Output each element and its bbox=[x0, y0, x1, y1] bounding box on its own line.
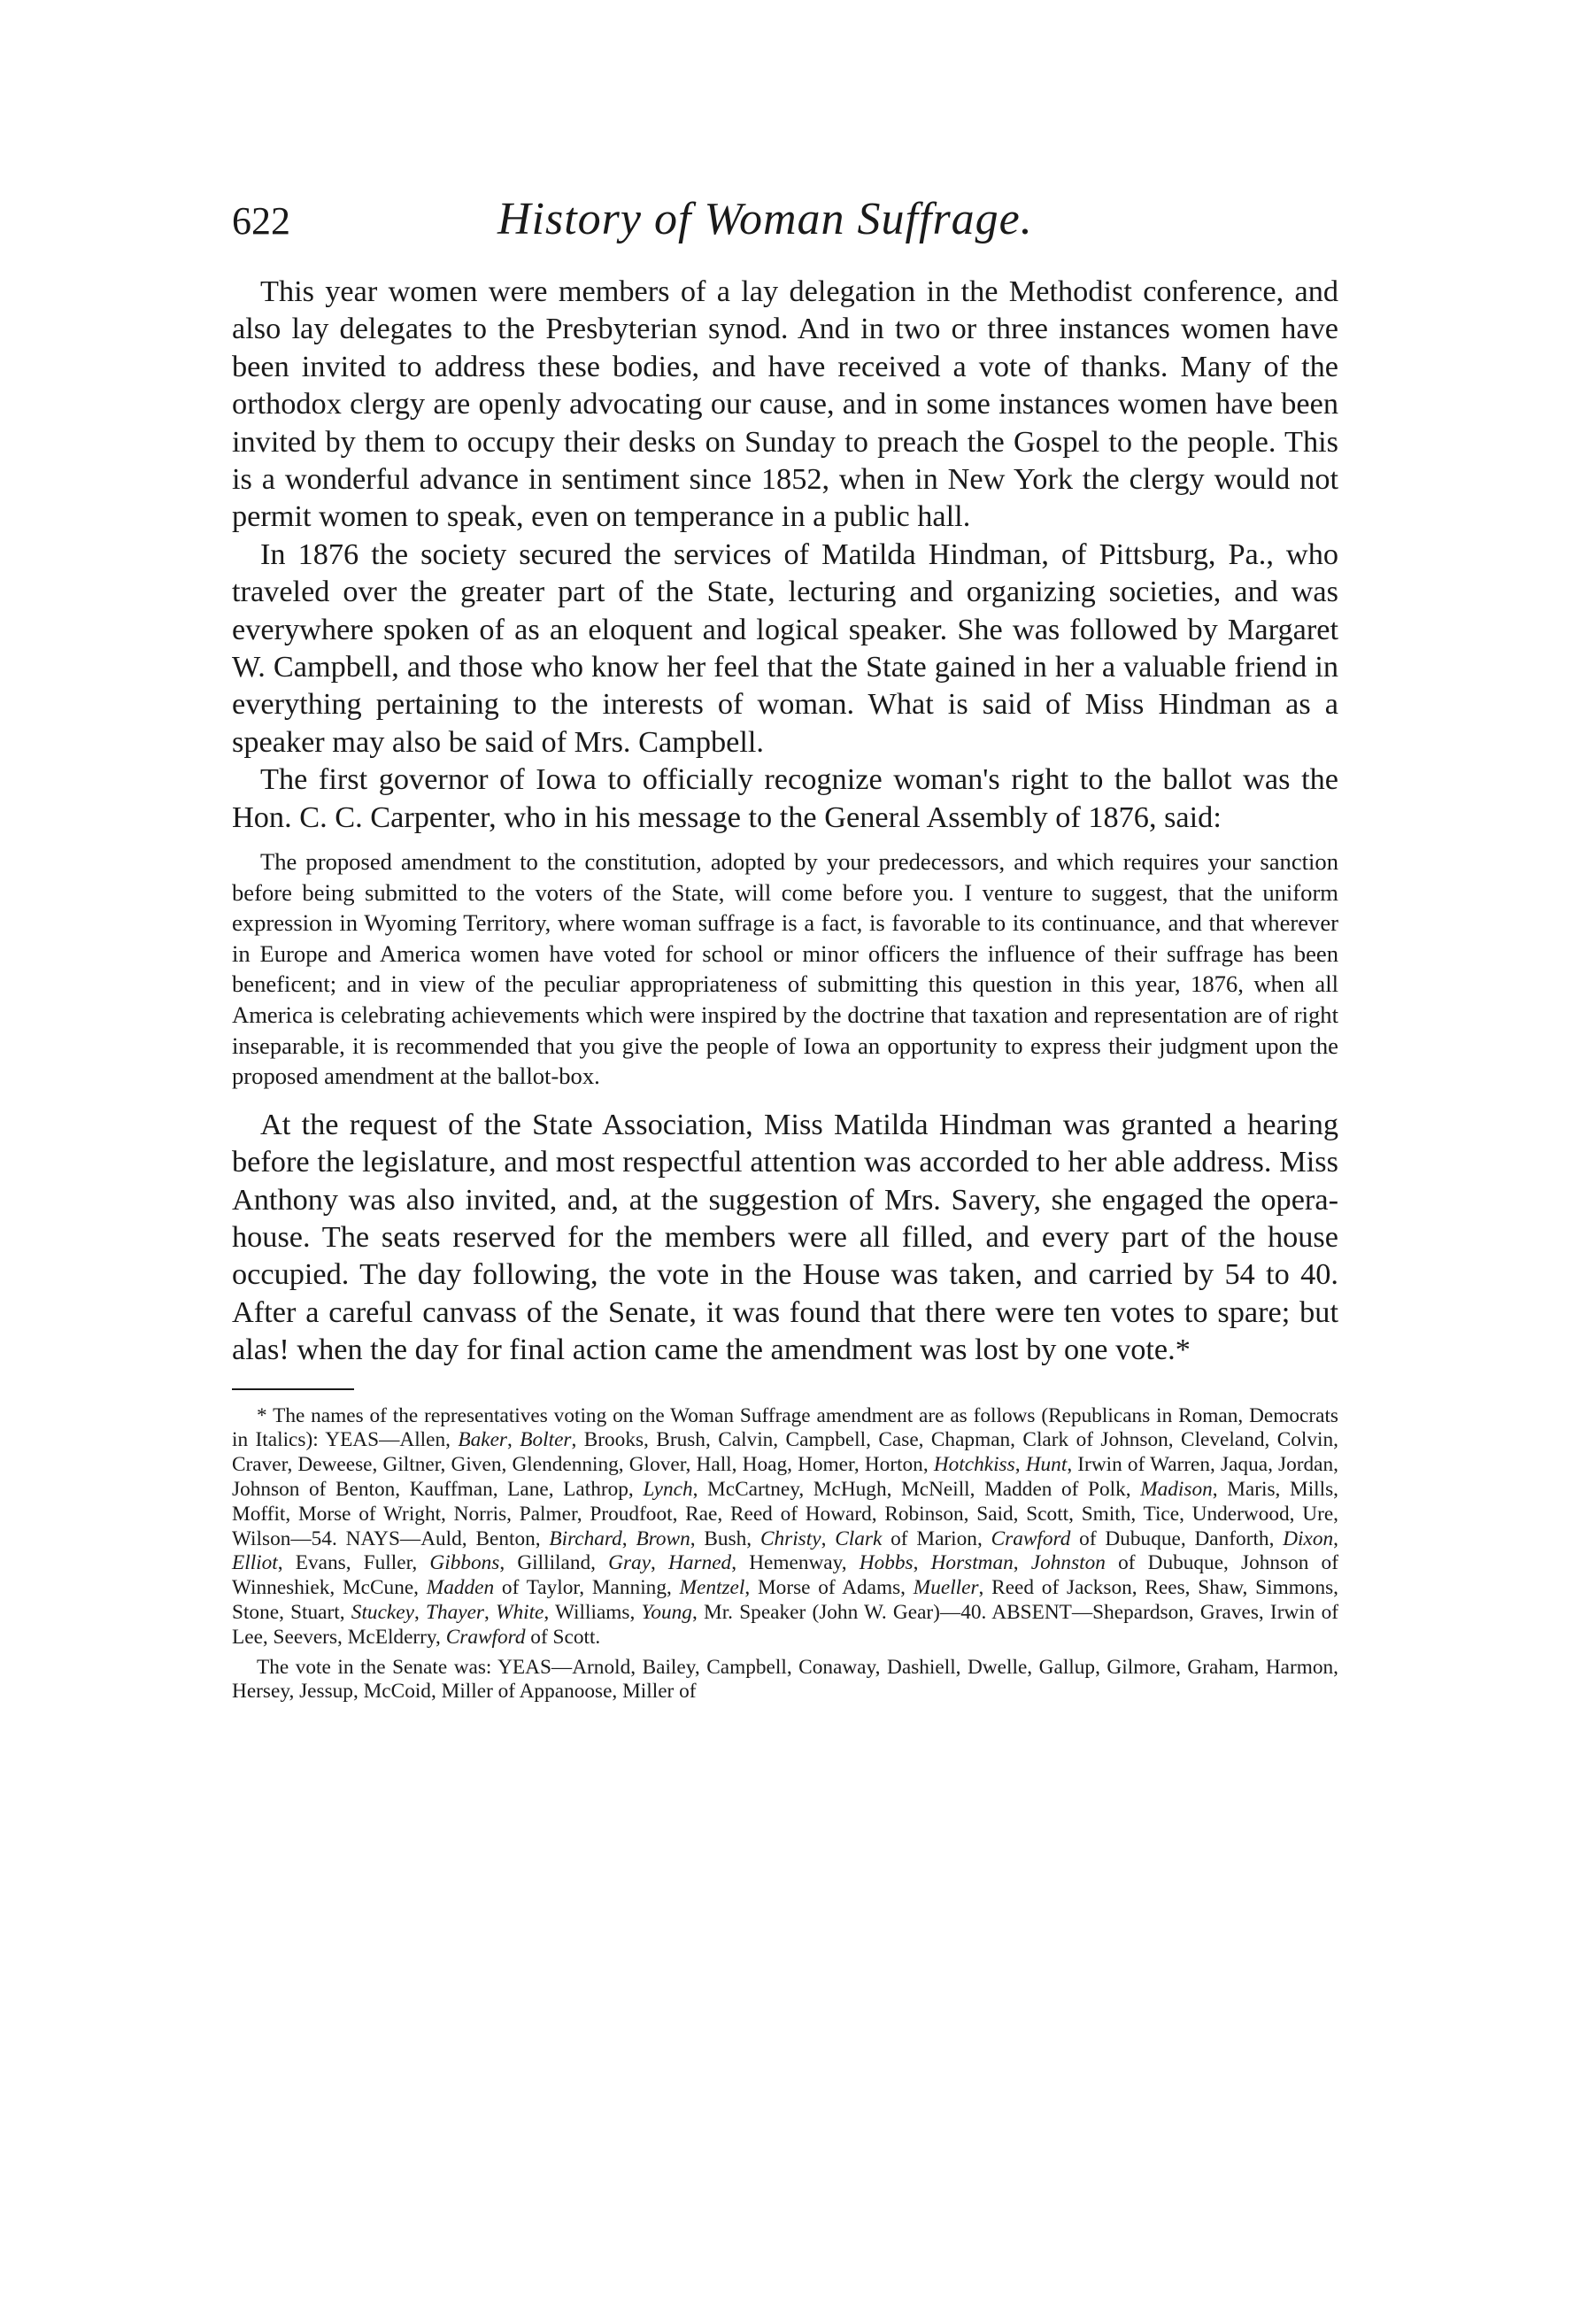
italic-name: Hotchkiss bbox=[933, 1453, 1015, 1477]
footnote-senate-vote bbox=[232, 1656, 1338, 1705]
italic-name: Christy bbox=[759, 1526, 821, 1550]
page-number: 622 bbox=[232, 199, 290, 243]
italic-name: Harned bbox=[668, 1551, 732, 1575]
footnote-text: , Gilliland, bbox=[499, 1551, 609, 1575]
footnote-text: * The names of the representatives voting on the Woman Suffrage amendment are as follows (Republicans in Roman, Democrats in Italics): YEAS—Allen, bbox=[232, 1403, 1338, 1452]
italic-name: Madden bbox=[426, 1576, 495, 1600]
footnote-text: , Maris, Mills, Moffit, Morse of Wright, Norris, Palmer, Proudfoot, Rae, Reed of Howard, Robinson, Said, Scott, Smith, Tice, Underwood, Ure, Wilson—54. NAYS—Auld, Benton, bbox=[232, 1478, 1339, 1550]
italic-name: Johnston bbox=[1030, 1551, 1106, 1575]
footnote-text: , bbox=[821, 1526, 836, 1550]
footnote-text: , Mr. Speaker (John W. Gear)—40. ABSENT—Shepardson, Graves, Irwin of Lee, Seevers, McElderry, bbox=[232, 1601, 1339, 1649]
italic-name: White bbox=[496, 1601, 544, 1625]
italic-name: Bolter bbox=[520, 1428, 572, 1452]
footnote-text: , bbox=[913, 1551, 931, 1575]
paragraph-lay-delegation: This year women were members of a lay delegation in the Methodist conference, and also lay delegates to the Presbyterian synod. And in two or three instances women have been invited to address these bodies, and have received a vote of thanks. Many of the orthodox clergy are openly advocating our cause, and in some instances women have been invited by them to occupy their desks on Sunday to preach the Gospel to the people. This is a wonderful advance in sentiment since 1852, when in New York the clergy would not permit women to speak, even on temperance in a public hall. bbox=[232, 274, 1338, 534]
footnote-text: , Evans, Fuller, bbox=[277, 1551, 430, 1575]
footnote-house-vote bbox=[232, 1404, 1338, 1650]
italic-name: Elliot bbox=[232, 1551, 278, 1575]
footnote-text: , Irwin of Warren, Jaqua, Jordan, Johnson of Benton, Kauffman, Lane, Lathrop, bbox=[232, 1453, 1338, 1502]
paragraph-matilda-hindman: In 1876 the society secured the services of Matilda Hindman, of Pittsburg, Pa., who traveled over the greater part of the State, lecturing and organizing societies, and was everywhere spoken of as an eloquent and logical speaker. She was followed by Margaret W. Campbell, and those who know her feel that the State gained in her a valuable friend in everything pertaining to the interests of woman. What is said of Miss Hindman as a speaker may also be said of Mrs. Campbell. bbox=[232, 537, 1338, 759]
italic-name: Young bbox=[641, 1601, 692, 1625]
italic-name: Crawford bbox=[991, 1526, 1071, 1550]
paragraph-governor-carpenter: The first governor of Iowa to officially recognize woman's right to the ballot was the Hon. C. C. Carpenter, who in his message to the General Assembly of 1876, said: bbox=[232, 762, 1338, 834]
italic-name: Clark bbox=[835, 1526, 883, 1550]
footnote-text: of Scott. bbox=[525, 1625, 601, 1649]
footnote-text: , bbox=[651, 1551, 669, 1575]
italic-name: Hunt bbox=[1025, 1453, 1068, 1477]
footnote-text: , Brooks, Brush, Calvin, Campbell, Case, Chapman, Clark of Johnson, Cleveland, Colvin, Craver, Deweese, Giltner, Given, Glendenning, Glover, Hall, Hoag, Homer, Horton, bbox=[232, 1428, 1338, 1477]
paragraph-legislature-vote: At the request of the State Association, Miss Matilda Hindman was granted a hearing before the legislature, and most respectful attention was accorded to her able address. Miss Anthony was also invited, and, at the suggestion of Mrs. Savery, she engaged the opera-house. The seats reserved for the members were all filled, and every part of the house occupied. The day following, the vote in the House was taken, and carried by 54 to 40. After a careful canvass of the Senate, it was found that there were ten votes to spare; but alas! when the day for final action came the amendment was lost by one vote.* bbox=[232, 1107, 1338, 1367]
footnote-text: , bbox=[507, 1428, 520, 1452]
italic-name: Stuckey bbox=[351, 1601, 414, 1625]
italic-name: Mentzel bbox=[679, 1576, 745, 1600]
footnote-text: , Bush, bbox=[690, 1526, 760, 1550]
italic-name: Horstman bbox=[930, 1551, 1014, 1575]
italic-name: Thayer bbox=[425, 1601, 484, 1625]
italic-name: Gray bbox=[608, 1551, 652, 1575]
block-quote-governor-message: The proposed amendment to the constitution, adopted by your predecessors, and which requires your sanction before being submitted to the voters of the State, will come before you. I venture to suggest, that the uniform expression in Wyoming Territory, where woman suffrage is a fact, is favorable to its continuance, and that wherever in Europe and America women have voted for school or minor officers the influence of their suffrage has been beneficent; and in view of the peculiar appropriateness of submitting this question in this year, 1876, when all America is celebrating achievements which were inspired by the doctrine that taxation and representation are of right inseparable, it is recommended that you give the people of Iowa an opportunity to express their judgment upon the proposed amendment at the ballot-box. bbox=[232, 848, 1338, 1090]
italic-name: Birchard bbox=[549, 1526, 622, 1550]
running-head bbox=[232, 189, 1338, 246]
book-page bbox=[232, 189, 1338, 1704]
footnote-text: , bbox=[413, 1601, 426, 1625]
footnote-text: of Taylor, Manning, bbox=[494, 1576, 680, 1600]
footnote-text: of Dubuque, Johnson of Winneshiek, McCune, bbox=[232, 1551, 1338, 1600]
footnote-text: , Williams, bbox=[544, 1601, 642, 1625]
footnote-text: of Marion, bbox=[882, 1526, 991, 1550]
italic-name: Brown bbox=[636, 1526, 690, 1550]
footnote-text: of Dubuque, Danforth, bbox=[1070, 1526, 1284, 1550]
footnote-text: , bbox=[1014, 1453, 1026, 1477]
running-title: History of Woman Suffrage. bbox=[497, 194, 1033, 244]
footnote-text: , Reed of Jackson, Rees, Shaw, Simmons, Stone, Stuart, bbox=[232, 1576, 1338, 1625]
footnote-text: The vote in the Senate was: YEAS—Arnold, Bailey, Campbell, Conaway, Dashiell, Dwelle, Gallup, Gilmore, Graham, Harmon, Hersey, Jessup, McCoid, Miller of Appanoose, Miller of bbox=[232, 1655, 1338, 1704]
italic-name: Madison bbox=[1140, 1478, 1213, 1502]
footnote-text: , Hemenway, bbox=[731, 1551, 860, 1575]
footnote-text: , bbox=[621, 1526, 636, 1550]
footnote-text: , Morse of Adams, bbox=[744, 1576, 914, 1600]
italic-name: Dixon bbox=[1283, 1526, 1334, 1550]
italic-name: Gibbons bbox=[429, 1551, 500, 1575]
italic-name: Mueller bbox=[913, 1576, 979, 1600]
footnote-text: , bbox=[1333, 1526, 1338, 1550]
italic-name: Lynch bbox=[643, 1478, 693, 1502]
footnote-text: , McCartney, McHugh, McNeill, Madden of Polk, bbox=[692, 1478, 1141, 1502]
footnote-text: , bbox=[484, 1601, 497, 1625]
footnotes bbox=[232, 1404, 1338, 1705]
italic-name: Hobbs bbox=[859, 1551, 914, 1575]
italic-name: Crawford bbox=[445, 1625, 526, 1649]
italic-name: Baker bbox=[458, 1428, 508, 1452]
footnote-rule bbox=[232, 1388, 354, 1390]
body-text bbox=[232, 273, 1338, 1369]
footnote-text: , bbox=[1013, 1551, 1031, 1575]
